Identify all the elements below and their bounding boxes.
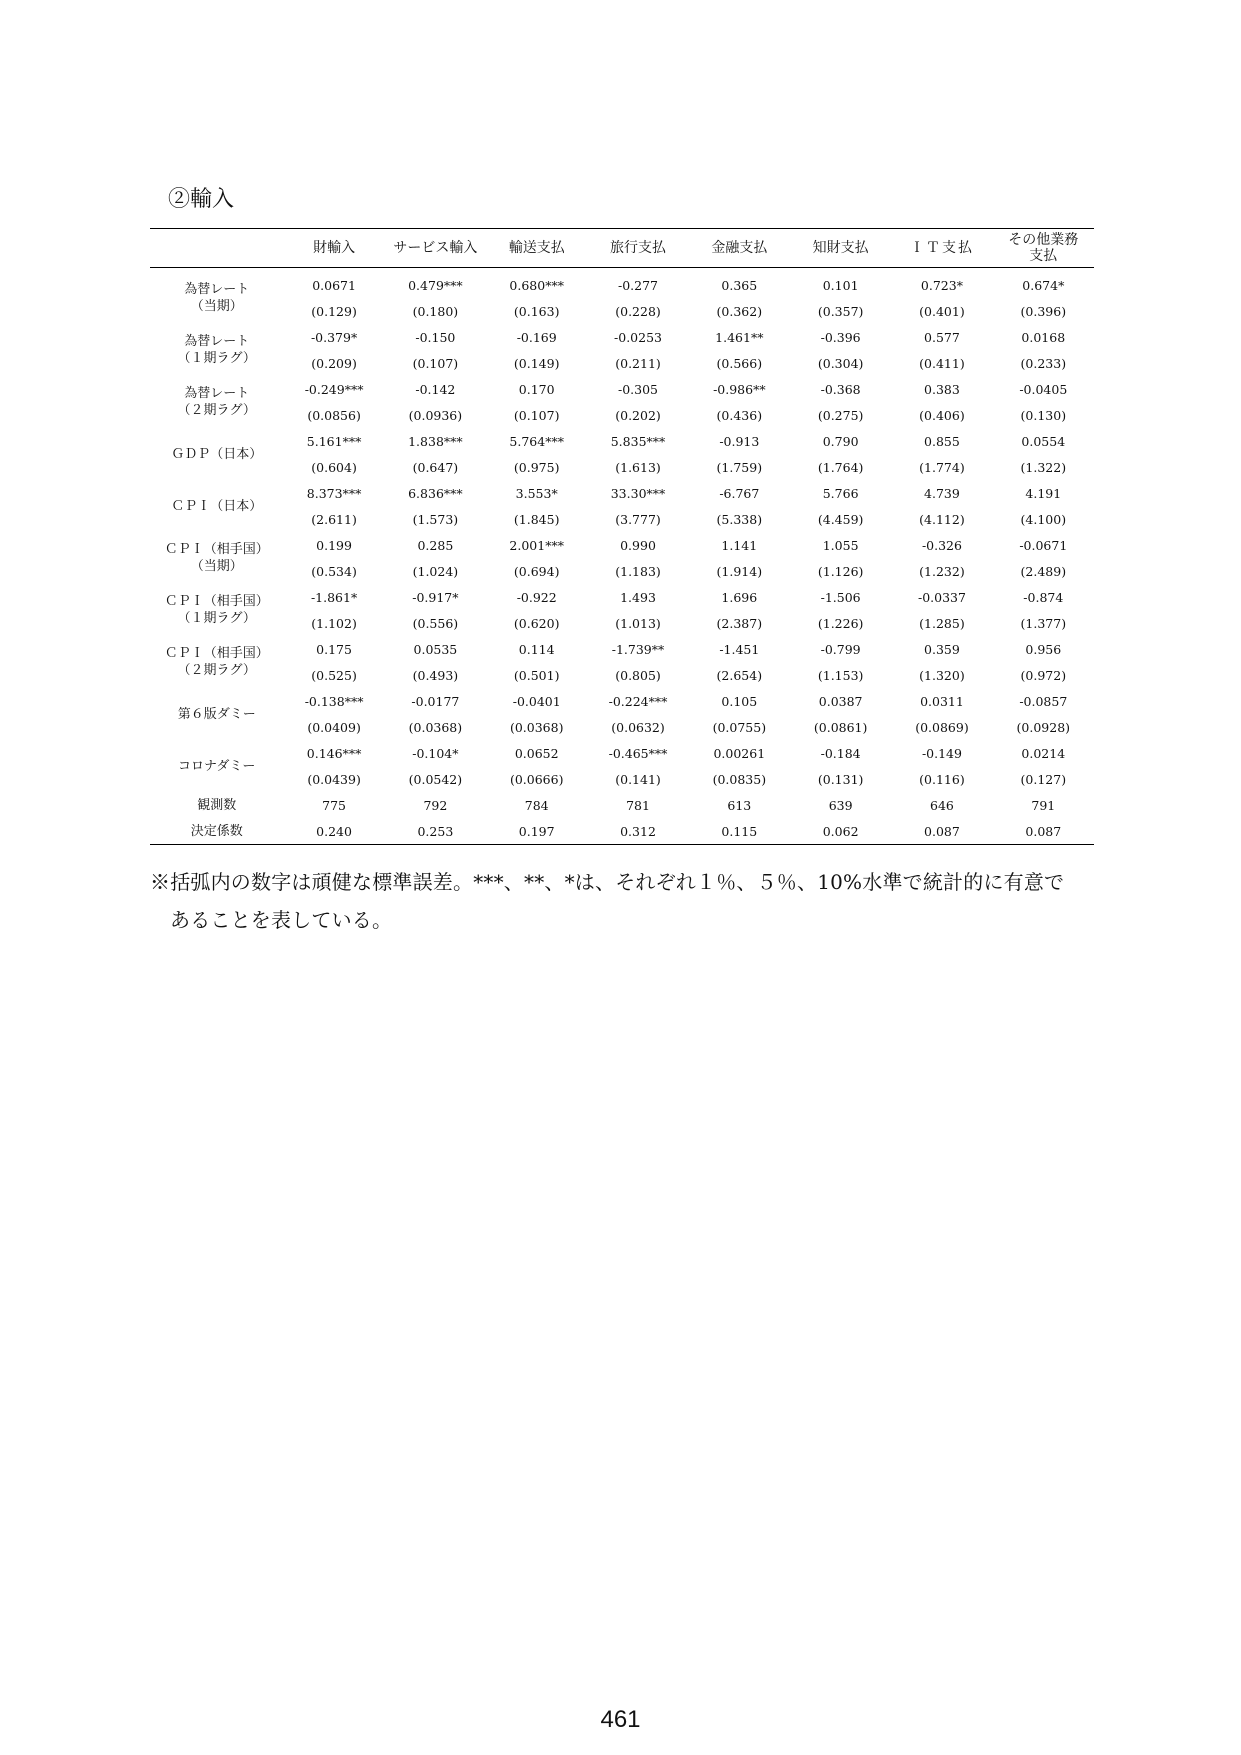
coefficient-cell: 0.101 xyxy=(822,277,859,293)
coefficient-cell: -0.184 xyxy=(820,745,861,761)
coefficient-cell: 0.680*** xyxy=(509,277,564,293)
standard-error-row xyxy=(150,766,1094,792)
coefficient-cell: 0.0554 xyxy=(1021,433,1066,449)
row-label: コロナダミー xyxy=(178,758,256,774)
standard-error-cell: (1.232) xyxy=(919,563,965,579)
coefficient-cell: 0.0535 xyxy=(413,641,458,657)
coefficient-cell: -0.917* xyxy=(412,589,459,605)
statistic-cell: 0.062 xyxy=(790,818,891,845)
standard-error-row xyxy=(150,506,1094,532)
coefficient-row xyxy=(150,376,1094,402)
standard-error-cell: (0.127) xyxy=(1020,771,1067,787)
standard-error-cell: (1.285) xyxy=(919,615,965,631)
statistic-cell: 784 xyxy=(524,797,549,813)
coefficient-cell: 1.461** xyxy=(715,329,764,345)
coefficient-row xyxy=(150,480,1094,506)
coefficient-row xyxy=(150,688,1094,714)
standard-error-cell: (1.102) xyxy=(311,615,357,631)
standard-error-cell: (0.647) xyxy=(412,459,459,475)
statistic-cell: 0.240 xyxy=(283,818,384,845)
coefficient-cell: 1.696 xyxy=(721,589,758,605)
coefficient-cell: 0.146*** xyxy=(306,745,362,761)
statistic-cell: 781 xyxy=(626,797,650,813)
standard-error-cell: (0.604) xyxy=(311,459,357,475)
coefficient-row xyxy=(150,532,1094,558)
standard-error-cell: (0.211) xyxy=(615,355,661,371)
coefficient-cell: 0.00261 xyxy=(713,745,766,761)
regression-table xyxy=(150,228,1094,845)
standard-error-cell: (0.0368) xyxy=(408,719,463,735)
standard-error-cell: (0.493) xyxy=(412,667,459,683)
statistic-cell: 0.087 xyxy=(891,818,992,845)
coefficient-cell: 0.383 xyxy=(924,381,960,397)
standard-error-cell: (1.013) xyxy=(615,615,661,631)
footnote xyxy=(150,863,1100,939)
standard-error-cell: (0.202) xyxy=(615,407,661,423)
column-header: 金融支払 xyxy=(689,229,790,268)
coefficient-cell: -1.506 xyxy=(820,589,861,605)
coefficient-cell: 0.175 xyxy=(316,641,352,657)
standard-error-cell: (0.209) xyxy=(311,355,357,371)
standard-error-cell: (0.534) xyxy=(311,563,357,579)
column-header: 知財支払 xyxy=(790,229,891,268)
standard-error-cell: (1.126) xyxy=(817,563,864,579)
coefficient-cell: -0.0337 xyxy=(917,589,966,605)
statistic-cell: 0.197 xyxy=(486,818,587,845)
standard-error-cell: (1.914) xyxy=(716,563,763,579)
standard-error-cell: (1.226) xyxy=(817,615,864,631)
coefficient-cell: -0.326 xyxy=(921,537,962,553)
standard-error-cell: (0.304) xyxy=(817,355,864,371)
coefficient-cell: -0.0401 xyxy=(512,693,561,709)
row-label: ＣＰＩ（相手国） （２期ラグ） xyxy=(164,646,269,678)
row-label: ＣＰＩ（日本） xyxy=(171,498,263,514)
standard-error-cell: (0.0632) xyxy=(611,719,665,735)
coefficient-cell: -1.861* xyxy=(310,589,358,605)
standard-error-cell: (1.183) xyxy=(615,563,661,579)
standard-error-cell: (0.0542) xyxy=(408,771,463,787)
standard-error-cell: (0.411) xyxy=(919,355,965,371)
standard-error-cell: (0.129) xyxy=(311,303,357,319)
standard-error-cell: (0.228) xyxy=(615,303,661,319)
standard-error-cell: (1.153) xyxy=(817,667,864,683)
standard-error-cell: (0.501) xyxy=(513,667,560,683)
standard-error-row xyxy=(150,350,1094,376)
coefficient-cell: 1.055 xyxy=(822,537,859,553)
standard-error-cell: (2.489) xyxy=(1020,563,1067,579)
coefficient-cell: -0.874 xyxy=(1023,589,1064,605)
coefficient-cell: 4.191 xyxy=(1025,485,1062,501)
column-header: 財輸入 xyxy=(283,229,384,268)
row-label: 為替レート （２期ラグ） xyxy=(177,386,256,418)
coefficient-cell: 0.674* xyxy=(1022,277,1065,293)
coefficient-cell: -0.0405 xyxy=(1019,381,1068,397)
standard-error-cell: (1.322) xyxy=(1020,459,1067,475)
column-header: 旅行支払 xyxy=(587,229,688,268)
standard-error-cell: (2.654) xyxy=(716,667,763,683)
standard-error-cell: (0.566) xyxy=(716,355,763,371)
standard-error-cell: (0.357) xyxy=(817,303,864,319)
standard-error-cell: (0.0856) xyxy=(307,407,361,423)
standard-error-cell: (0.396) xyxy=(1020,303,1067,319)
standard-error-cell: (3.777) xyxy=(615,511,661,527)
statistic-cell: 0.253 xyxy=(385,818,486,845)
coefficient-cell: -1.739** xyxy=(611,641,665,657)
coefficient-cell: -0.104* xyxy=(412,745,459,761)
standard-error-cell: (1.845) xyxy=(513,511,560,527)
coefficient-cell: 33.30*** xyxy=(610,485,666,501)
coefficient-cell: -0.150 xyxy=(415,329,456,345)
coefficient-row xyxy=(150,324,1094,350)
standard-error-cell: (2.611) xyxy=(311,511,357,527)
coefficient-cell: 0.990 xyxy=(620,537,656,553)
standard-error-row xyxy=(150,402,1094,428)
coefficient-cell: 5.766 xyxy=(822,485,859,501)
coefficient-row xyxy=(150,740,1094,766)
coefficient-cell: 0.285 xyxy=(417,537,454,553)
section-heading: ②輸入 xyxy=(168,187,235,212)
standard-error-cell: (0.975) xyxy=(513,459,560,475)
standard-error-cell: (0.436) xyxy=(716,407,763,423)
coefficient-row xyxy=(150,636,1094,662)
standard-error-cell: (0.805) xyxy=(615,667,661,683)
coefficient-cell: 5.161*** xyxy=(306,433,362,449)
row-label: ＣＰＩ（相手国） （当期） xyxy=(164,542,269,574)
coefficient-cell: 3.553* xyxy=(515,485,558,501)
coefficient-cell: 0.365 xyxy=(721,277,758,293)
statistic-label: 決定係数 xyxy=(150,818,283,845)
statistic-cell: 613 xyxy=(727,797,752,813)
coefficient-cell: 0.114 xyxy=(518,641,555,657)
row-label: ＣＰＩ（相手国） （１期ラグ） xyxy=(164,594,269,626)
standard-error-cell: (0.275) xyxy=(817,407,864,423)
standard-error-cell: (0.163) xyxy=(513,303,560,319)
standard-error-cell: (1.774) xyxy=(919,459,965,475)
coefficient-cell: -6.767 xyxy=(719,485,760,501)
coefficient-cell: -0.149 xyxy=(921,745,962,761)
coefficient-cell: -0.224*** xyxy=(608,693,668,709)
coefficient-cell: 0.0214 xyxy=(1021,745,1066,761)
standard-error-cell: (0.233) xyxy=(1020,355,1067,371)
standard-error-cell: (0.972) xyxy=(1020,667,1067,683)
statistic-cell: 791 xyxy=(1031,797,1056,813)
coefficient-cell: 0.855 xyxy=(924,433,960,449)
coefficient-cell: 1.838*** xyxy=(408,433,463,449)
coefficient-cell: 0.723* xyxy=(920,277,963,293)
coefficient-cell: 0.956 xyxy=(1025,641,1062,657)
standard-error-cell: (0.107) xyxy=(513,407,560,423)
statistic-row xyxy=(150,818,1094,845)
coefficient-cell: -0.368 xyxy=(820,381,861,397)
standard-error-cell: (0.401) xyxy=(919,303,965,319)
coefficient-cell: -0.913 xyxy=(719,433,760,449)
coefficient-cell: 1.141 xyxy=(721,537,758,553)
standard-error-cell: (0.107) xyxy=(412,355,459,371)
column-header: 輸送支払 xyxy=(486,229,587,268)
coefficient-cell: 0.359 xyxy=(924,641,960,657)
table-header-row xyxy=(150,229,1094,268)
coefficient-cell: -0.0671 xyxy=(1019,537,1068,553)
statistic-cell: 0.312 xyxy=(587,818,688,845)
standard-error-cell: (0.556) xyxy=(412,615,459,631)
statistic-cell: 792 xyxy=(423,797,448,813)
standard-error-cell: (2.387) xyxy=(716,615,763,631)
standard-error-row xyxy=(150,558,1094,584)
coefficient-cell: -0.379* xyxy=(310,329,358,345)
standard-error-cell: (1.377) xyxy=(1020,615,1067,631)
coefficient-cell: 0.0311 xyxy=(920,693,964,709)
standard-error-row xyxy=(150,610,1094,636)
standard-error-cell: (0.0936) xyxy=(408,407,463,423)
standard-error-cell: (1.613) xyxy=(615,459,661,475)
coefficient-cell: -0.0253 xyxy=(614,329,662,345)
coefficient-cell: -0.0177 xyxy=(411,693,460,709)
coefficient-cell: 0.170 xyxy=(518,381,555,397)
standard-error-cell: (0.620) xyxy=(513,615,560,631)
coefficient-cell: 5.835*** xyxy=(610,433,666,449)
header-corner xyxy=(150,229,283,268)
coefficient-cell: -0.138*** xyxy=(304,693,364,709)
statistic-cell: 775 xyxy=(322,797,346,813)
coefficient-cell: 0.0168 xyxy=(1021,329,1066,345)
standard-error-cell: (0.0409) xyxy=(307,719,361,735)
standard-error-cell: (0.0439) xyxy=(307,771,361,787)
coefficient-row xyxy=(150,428,1094,454)
coefficient-cell: 0.577 xyxy=(924,329,960,345)
standard-error-cell: (4.100) xyxy=(1020,511,1067,527)
standard-error-cell: (0.130) xyxy=(1020,407,1067,423)
coefficient-cell: 4.739 xyxy=(924,485,960,501)
page-number: 461 xyxy=(600,1706,641,1733)
statistic-cell: 0.087 xyxy=(993,818,1094,845)
coefficient-cell: 0.199 xyxy=(316,537,352,553)
standard-error-cell: (0.149) xyxy=(513,355,560,371)
standard-error-cell: (0.0869) xyxy=(915,719,969,735)
coefficient-cell: 8.373*** xyxy=(306,485,362,501)
standard-error-cell: (0.406) xyxy=(919,407,965,423)
standard-error-cell: (1.024) xyxy=(412,563,459,579)
statistic-cell: 639 xyxy=(828,797,853,813)
coefficient-cell: -0.396 xyxy=(820,329,861,345)
column-header: ＩＴ支払 xyxy=(891,229,992,268)
footnote-line-2: あることを表している。 xyxy=(170,908,393,932)
coefficient-cell: 6.836*** xyxy=(408,485,463,501)
statistic-cell: 0.115 xyxy=(689,818,790,845)
standard-error-cell: (0.141) xyxy=(615,771,661,787)
coefficient-row xyxy=(150,268,1094,299)
coefficient-cell: -0.465*** xyxy=(608,745,668,761)
standard-error-cell: (1.759) xyxy=(716,459,763,475)
standard-error-cell: (4.112) xyxy=(919,511,965,527)
standard-error-row xyxy=(150,454,1094,480)
standard-error-cell: (0.0928) xyxy=(1016,719,1071,735)
standard-error-cell: (0.694) xyxy=(513,563,560,579)
footnote-line-1: ※括弧内の数字は頑健な標準誤差。***、**、*は、それぞれ１％、５％、10%水準で統計的に有意で xyxy=(150,870,1065,894)
coefficient-cell: -0.277 xyxy=(618,277,659,293)
coefficient-cell: 2.001*** xyxy=(509,537,564,553)
coefficient-cell: 0.0387 xyxy=(818,693,863,709)
row-label: 為替レート （当期） xyxy=(184,282,250,314)
coefficient-cell: -0.799 xyxy=(820,641,861,657)
row-label: 為替レート （１期ラグ） xyxy=(177,334,256,366)
coefficient-cell: -0.922 xyxy=(516,589,557,605)
standard-error-row xyxy=(150,298,1094,324)
coefficient-cell: -0.249*** xyxy=(304,381,364,397)
statistic-label: 観測数 xyxy=(197,797,237,813)
coefficient-row xyxy=(150,584,1094,610)
standard-error-cell: (0.180) xyxy=(412,303,459,319)
standard-error-cell: (4.459) xyxy=(817,511,864,527)
coefficient-cell: -0.305 xyxy=(618,381,659,397)
standard-error-cell: (0.0755) xyxy=(712,719,767,735)
standard-error-cell: (0.116) xyxy=(919,771,965,787)
coefficient-cell: 0.105 xyxy=(721,693,758,709)
standard-error-cell: (1.764) xyxy=(817,459,864,475)
standard-error-cell: (0.131) xyxy=(817,771,864,787)
standard-error-cell: (0.0666) xyxy=(509,771,564,787)
standard-error-cell: (0.0368) xyxy=(509,719,564,735)
coefficient-cell: -0.142 xyxy=(415,381,456,397)
statistic-cell: 646 xyxy=(930,797,954,813)
coefficient-cell: -0.169 xyxy=(516,329,557,345)
standard-error-cell: (5.338) xyxy=(716,511,763,527)
column-header: その他業務 支払 xyxy=(993,229,1094,268)
coefficient-cell: 0.790 xyxy=(822,433,859,449)
coefficient-cell: 0.0652 xyxy=(514,745,559,761)
coefficient-cell: 1.493 xyxy=(620,589,656,605)
coefficient-cell: -0.0857 xyxy=(1019,693,1068,709)
coefficient-cell: -0.986** xyxy=(713,381,766,397)
standard-error-cell: (0.0861) xyxy=(813,719,868,735)
standard-error-row xyxy=(150,662,1094,688)
coefficient-cell: 5.764*** xyxy=(509,433,564,449)
coefficient-cell: 0.479*** xyxy=(408,277,463,293)
standard-error-cell: (0.525) xyxy=(311,667,357,683)
coefficient-cell: -1.451 xyxy=(719,641,760,657)
standard-error-cell: (0.0835) xyxy=(712,771,767,787)
standard-error-cell: (1.573) xyxy=(412,511,459,527)
row-label: 第６版ダミー xyxy=(177,706,256,722)
standard-error-cell: (1.320) xyxy=(919,667,965,683)
standard-error-cell: (0.362) xyxy=(716,303,763,319)
row-label: ＧＤＰ（日本） xyxy=(171,446,263,462)
coefficient-cell: 0.0671 xyxy=(312,277,356,293)
column-header: サービス輸入 xyxy=(385,229,486,268)
statistic-row xyxy=(150,792,1094,818)
standard-error-row xyxy=(150,714,1094,740)
